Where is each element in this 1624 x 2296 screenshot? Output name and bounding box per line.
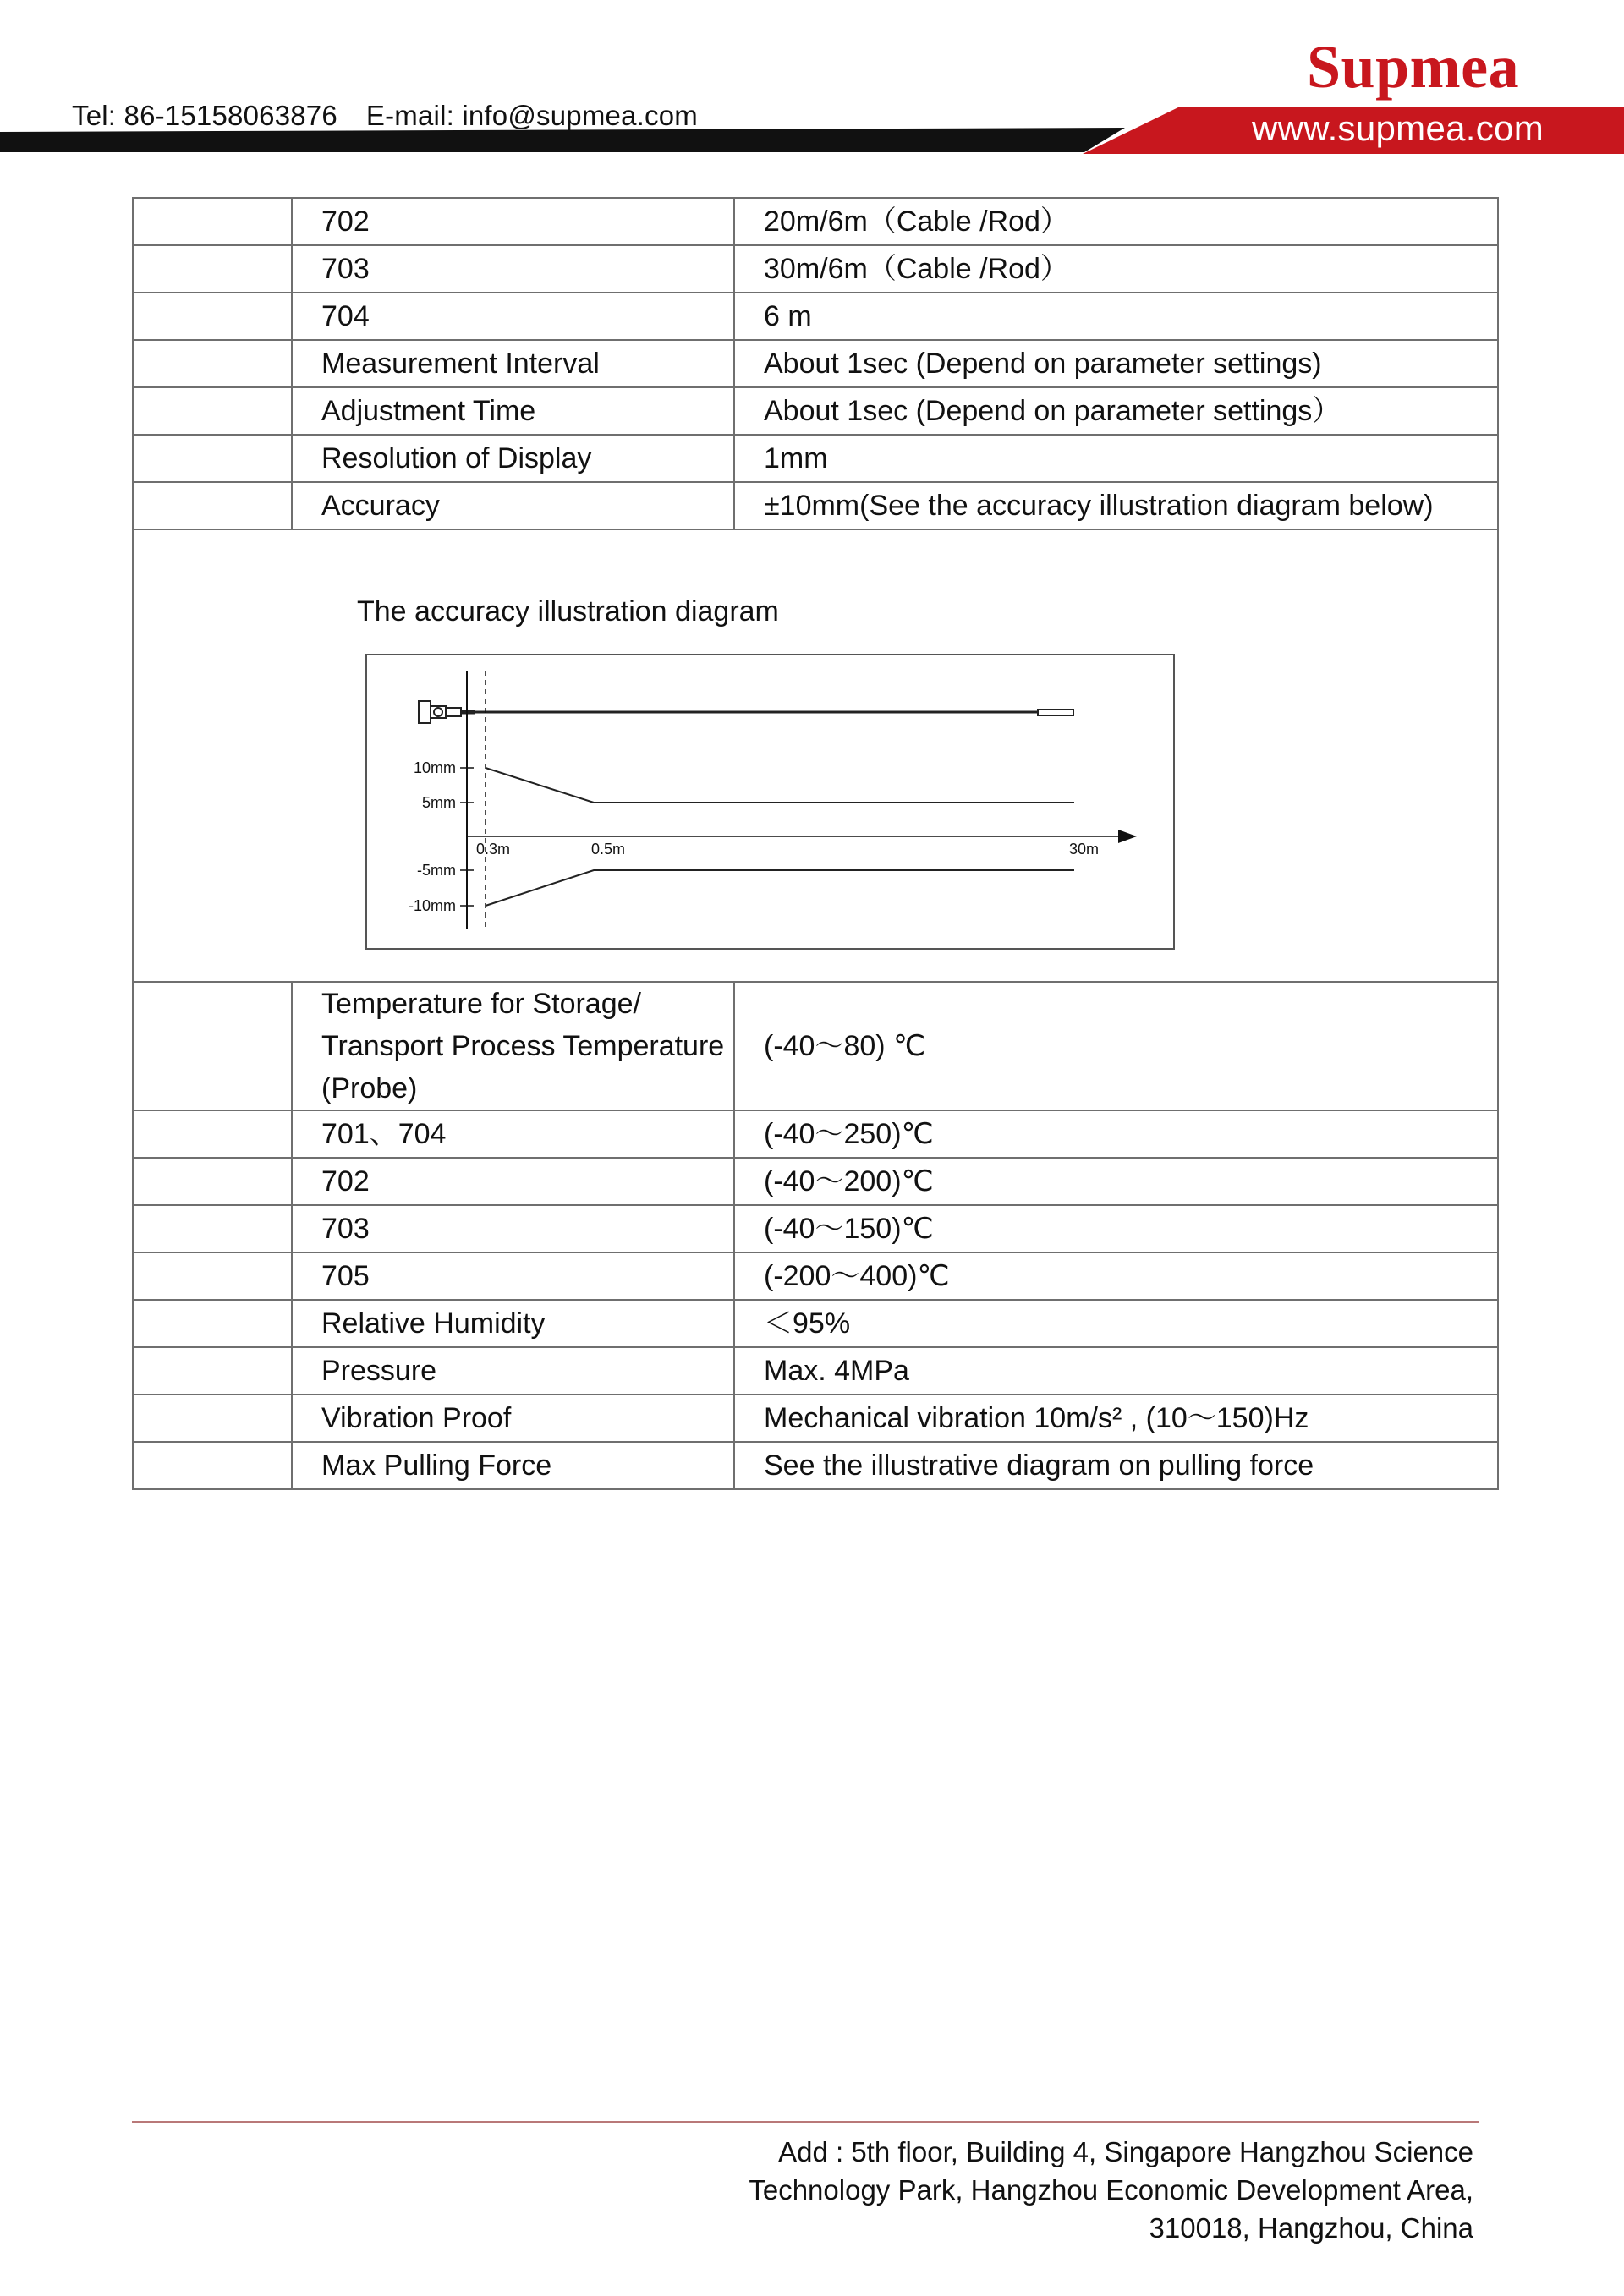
x-label: 30m [1069, 841, 1100, 858]
page-header [0, 0, 1624, 169]
spec-value: ±10mm(See the accuracy illustration diagram below) [734, 482, 1498, 529]
x-label: 0.3m [476, 841, 511, 858]
accuracy-diagram-svg [365, 654, 1176, 951]
table-row [133, 1158, 1498, 1205]
spec-label: 701、704 [292, 1110, 734, 1158]
diagram-title: The accuracy illustration diagram [357, 595, 779, 627]
spec-value: See the illustrative diagram on pulling force [734, 1442, 1498, 1489]
spec-value: About 1sec (Depend on parameter settings) [734, 340, 1498, 387]
blank-cell [133, 340, 292, 387]
diagram-row [133, 529, 1498, 982]
table-row [133, 245, 1498, 293]
address-line: Technology Park, Hangzhou Economic Development Area, [749, 2174, 1473, 2206]
spec-value: 30m/6m（Cable /Rod） [734, 245, 1498, 293]
footer-address [749, 2133, 1473, 2247]
spec-label: 704 [292, 293, 734, 340]
y-label: 5mm [422, 794, 456, 811]
y-label: -10mm [408, 897, 456, 914]
blank-cell [133, 198, 292, 245]
spec-label: Measurement Interval [292, 340, 734, 387]
spec-label: 705 [292, 1252, 734, 1300]
address-line: 310018, Hangzhou, China [1149, 2212, 1473, 2244]
spec-value: About 1sec (Depend on parameter settings） [734, 387, 1498, 435]
x-label: 0.5m [591, 841, 626, 858]
table-row [133, 198, 1498, 245]
table-row [133, 982, 1498, 1110]
blank-cell [133, 1252, 292, 1300]
blank-cell [133, 482, 292, 529]
spec-label: Adjustment Time [292, 387, 734, 435]
table-row [133, 293, 1498, 340]
blank-cell [133, 1205, 292, 1252]
blank-cell [133, 293, 292, 340]
spec-value: Mechanical vibration 10m/s² , (10～150)Hz [734, 1395, 1498, 1442]
spec-label: 703 [292, 245, 734, 293]
tel-text: Tel: 86-15158063876 [72, 100, 337, 131]
label-line: Transport Process Temperature [321, 1030, 725, 1062]
diagram-cell [133, 529, 1498, 982]
y-label: 10mm [413, 759, 456, 776]
blank-cell [133, 1110, 292, 1158]
website-link[interactable]: www.supmea.com [1252, 108, 1544, 148]
spec-label: Resolution of Display [292, 435, 734, 482]
blank-cell [133, 435, 292, 482]
label-line: (Probe) [321, 1072, 418, 1104]
address-line: Add : 5th floor, Building 4, Singapore Hangzhou Science [778, 2136, 1473, 2167]
spec-label-multiline [292, 982, 734, 1110]
blank-cell [133, 1300, 292, 1347]
spec-label: 703 [292, 1205, 734, 1252]
table-row [133, 1252, 1498, 1300]
blank-cell [133, 1347, 292, 1395]
brand-logo: Supmea [1307, 33, 1520, 101]
table-row [133, 1300, 1498, 1347]
spec-value: ＜95% [734, 1300, 1498, 1347]
blank-cell [133, 245, 292, 293]
spec-value: (-40～150)℃ [734, 1205, 1498, 1252]
spec-label: 702 [292, 198, 734, 245]
spec-value: (-40～80) ℃ [734, 982, 1498, 1110]
spec-label: Pressure [292, 1347, 734, 1395]
table-row [133, 1110, 1498, 1158]
blank-cell [133, 982, 292, 1110]
email-text: E-mail: info@supmea.com [365, 100, 698, 131]
footer-divider [132, 2121, 1479, 2123]
spec-label: Vibration Proof [292, 1395, 734, 1442]
spec-label: 702 [292, 1158, 734, 1205]
spec-label: Max Pulling Force [292, 1442, 734, 1489]
blank-cell [133, 1442, 292, 1489]
blank-cell [133, 387, 292, 435]
table-row [133, 482, 1498, 529]
blank-cell [133, 1395, 292, 1442]
table-row [133, 1395, 1498, 1442]
spec-value: Max. 4MPa [734, 1347, 1498, 1395]
spec-value: 1mm [734, 435, 1498, 482]
y-label: -5mm [417, 862, 456, 879]
spec-value: 20m/6m（Cable /Rod） [734, 198, 1498, 245]
table-row [133, 1347, 1498, 1395]
table-row [133, 1442, 1498, 1489]
spec-value: (-200～400)℃ [734, 1252, 1498, 1300]
spec-label: Accuracy [292, 482, 734, 529]
table-row [133, 1205, 1498, 1252]
blank-cell [133, 1158, 292, 1205]
contact-info [72, 100, 698, 132]
table-row [133, 435, 1498, 482]
label-line: Temperature for Storage/ [321, 988, 641, 1020]
table-row [133, 340, 1498, 387]
spec-table [132, 197, 1499, 1490]
table-row [133, 387, 1498, 435]
spec-label: Relative Humidity [292, 1300, 734, 1347]
accuracy-diagram [365, 654, 1176, 960]
spec-value: 6 m [734, 293, 1498, 340]
spec-value: (-40～200)℃ [734, 1158, 1498, 1205]
spec-value: (-40～250)℃ [734, 1110, 1498, 1158]
